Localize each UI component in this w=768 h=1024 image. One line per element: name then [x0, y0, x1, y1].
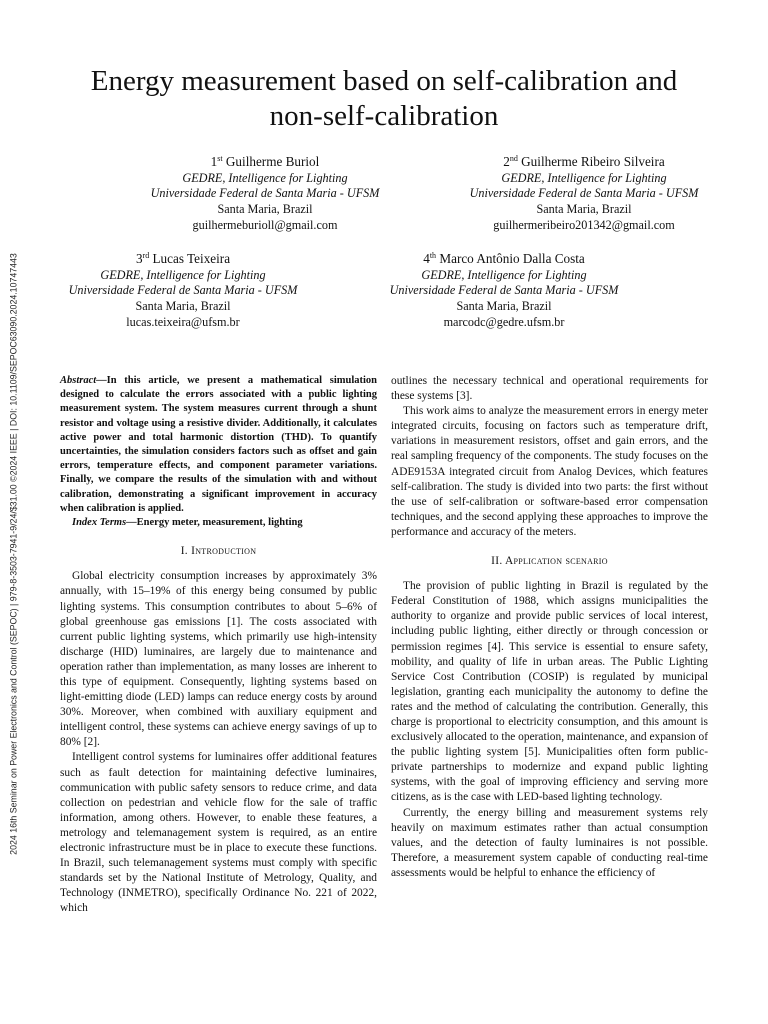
left-column	[60, 374, 377, 916]
abstract-text: —In this article, we present a mathematical simulation designed to calculate the errors associated with a public lighting measurement system. The system measures current through a shunt resistor and voltage using a resistive divider. Additionally, it calculates active power and total harmonic distortion (THD). To quantify uncertainties, the simulation considers factors such as offset and gain errors, temperature effects, and component parameter variations. Finally, we compare the results of the simulation with and without calibration, demonstrating a significant improvement in accuracy when calibration is applied.	[60, 375, 377, 514]
author-name: 2nd Guilherme Ribeiro Silveira	[503, 154, 665, 169]
author-university: Universidade Federal de Santa Maria - UFSM	[389, 283, 619, 298]
author-name: 1st Guilherme Buriol	[210, 154, 320, 169]
index-terms	[60, 516, 377, 530]
author-university: Universidade Federal de Santa Maria - UFSM	[150, 186, 380, 201]
index-terms-text: —Energy meter, measurement, lighting	[126, 517, 303, 529]
abstract	[60, 374, 377, 516]
title-line-2: non-self-calibration	[269, 100, 499, 132]
author-email: guilhermeburioll@gmail.com	[192, 217, 338, 232]
author-affiliation: GEDRE, Intelligence for Lighting	[501, 170, 667, 185]
section-heading-application-scenario: II. Application scenario	[491, 555, 608, 568]
title-line-1: Energy measurement based on self-calibration and	[90, 65, 678, 97]
author-city: Santa Maria, Brazil	[456, 299, 552, 314]
author-email: lucas.teixeira@ufsm.br	[126, 314, 240, 329]
author-affiliation: GEDRE, Intelligence for Lighting	[421, 267, 587, 282]
paper-title	[40, 64, 728, 134]
author-affiliation: GEDRE, Intelligence for Lighting	[182, 170, 348, 185]
body-paragraph: Intelligent control systems for luminaires offer additional features such as fault detection for maintaining defective luminaires, communication with public safety sensors to reduce crime, and data collection on pedestrian and vehicle flow for the sale of traffic information, among others. However, to enable these features, a metrology and telemanagement system is required, as an entire electronic infrastructure must be in place to execute these functions. In Brazil, such telemanagement systems must comply with specific standards set by the National Institute of Metrology, Quality, and Technology (INMETRO), specifically Ordinance No. 221 of 2022, which	[60, 751, 377, 915]
author-city: Santa Maria, Brazil	[536, 202, 632, 217]
author-name: 4th Marco Antônio Dalla Costa	[423, 251, 585, 266]
abstract-label: Abstract	[60, 375, 97, 386]
author-block-1	[95, 153, 435, 234]
body-paragraph: Global electricity consumption increases by approximately 3% annually, with 15–19% of this energy being consumed by public lighting systems. This consumption contributes to about 5–6% of global greenhouse gas emissions [1]. The costs associated with current public lighting systems, which primarily use high-intensity discharge (HID) luminaires, are largely due to maintenance and operation rather than implementation, as many losses are inherent to this type of equipment. Consequently, lighting systems based on light-emitting diode (LED) lamps can reduce energy costs by around 30%. Moreover, when combined with auxiliary equipment and intelligent control, these systems can achieve energy savings of up to 80% [2].	[60, 570, 377, 749]
author-email: guilhermeribeiro201342@gmail.com	[493, 217, 675, 232]
author-name: 3rd Lucas Teixeira	[135, 251, 231, 266]
index-terms-label: Index Terms	[72, 517, 127, 529]
author-university: Universidade Federal de Santa Maria - UFSM	[469, 186, 699, 201]
body-paragraph: The provision of public lighting in Brazil is regulated by the Federal Constitution of 1988, which assigns municipalities the authority to organize and provide public services of local interest, including public lighting, either directly or through concession or permission regimes [4]. This service is essential to ensure safety, mobility, and quality of life in urban areas. The Public Lighting Service Cost Contribution (COSIP) is regulated by municipal legislation, granting each municipality the autonomy to define the rates and the method of calculating the contribution. Generally, this charge is proportional to electricity consumption, and this amount is exclusively allocated to the operation, maintenance, and expansion of the public lighting system [5]. Municipalities often form public-private partnerships to modernize and expand public lighting systems, with the goal of improving efficiency and serving more citizens, as is the case with LED-based lighting technology.	[391, 580, 708, 804]
author-email: marcodc@gedre.ufsm.br	[443, 314, 565, 329]
author-university: Universidade Federal de Santa Maria - UFSM	[68, 283, 298, 298]
author-block-2	[414, 153, 754, 234]
section-heading-introduction: I. Introduction	[180, 545, 257, 558]
publication-note: 2024 16th Seminar on Power Electronics and Control (SEPOC) | 979-8-3503-7941-9/24/$31.00 ©2024 IEEE | DOI: 10.1109/SEPOC63090.2024.10747443	[8, 253, 19, 855]
right-column	[391, 374, 708, 881]
body-paragraph: outlines the necessary technical and operational requirements for these systems [3].	[391, 375, 708, 403]
author-city: Santa Maria, Brazil	[135, 299, 231, 314]
body-paragraph: This work aims to analyze the measurement errors in energy meter integrated circuits, focusing on factors such as temperature drift, variations in measurement resistors, offset and gain errors, and the real sampling frequency of the components. The study focuses on the ADE9153A integrated circuit from Analog Devices, which features self-calibration. The study is divided into two parts: the first without the use of self-calibration or software-based error compensation techniques, and the second applying these approaches to improve the performance and accuracy of the meters.	[391, 405, 708, 538]
author-block-4	[334, 250, 674, 331]
author-affiliation: GEDRE, Intelligence for Lighting	[100, 267, 266, 282]
body-paragraph: Currently, the energy billing and measurement systems rely heavily on maximum estimates rather than actual consumption values, and the detection of faulty luminaires is not possible. Therefore, a measurement system capable of conducting real-time assessments would be helpful to enhance the efficiency of	[391, 806, 708, 879]
author-city: Santa Maria, Brazil	[217, 202, 313, 217]
author-block-3	[13, 250, 353, 331]
